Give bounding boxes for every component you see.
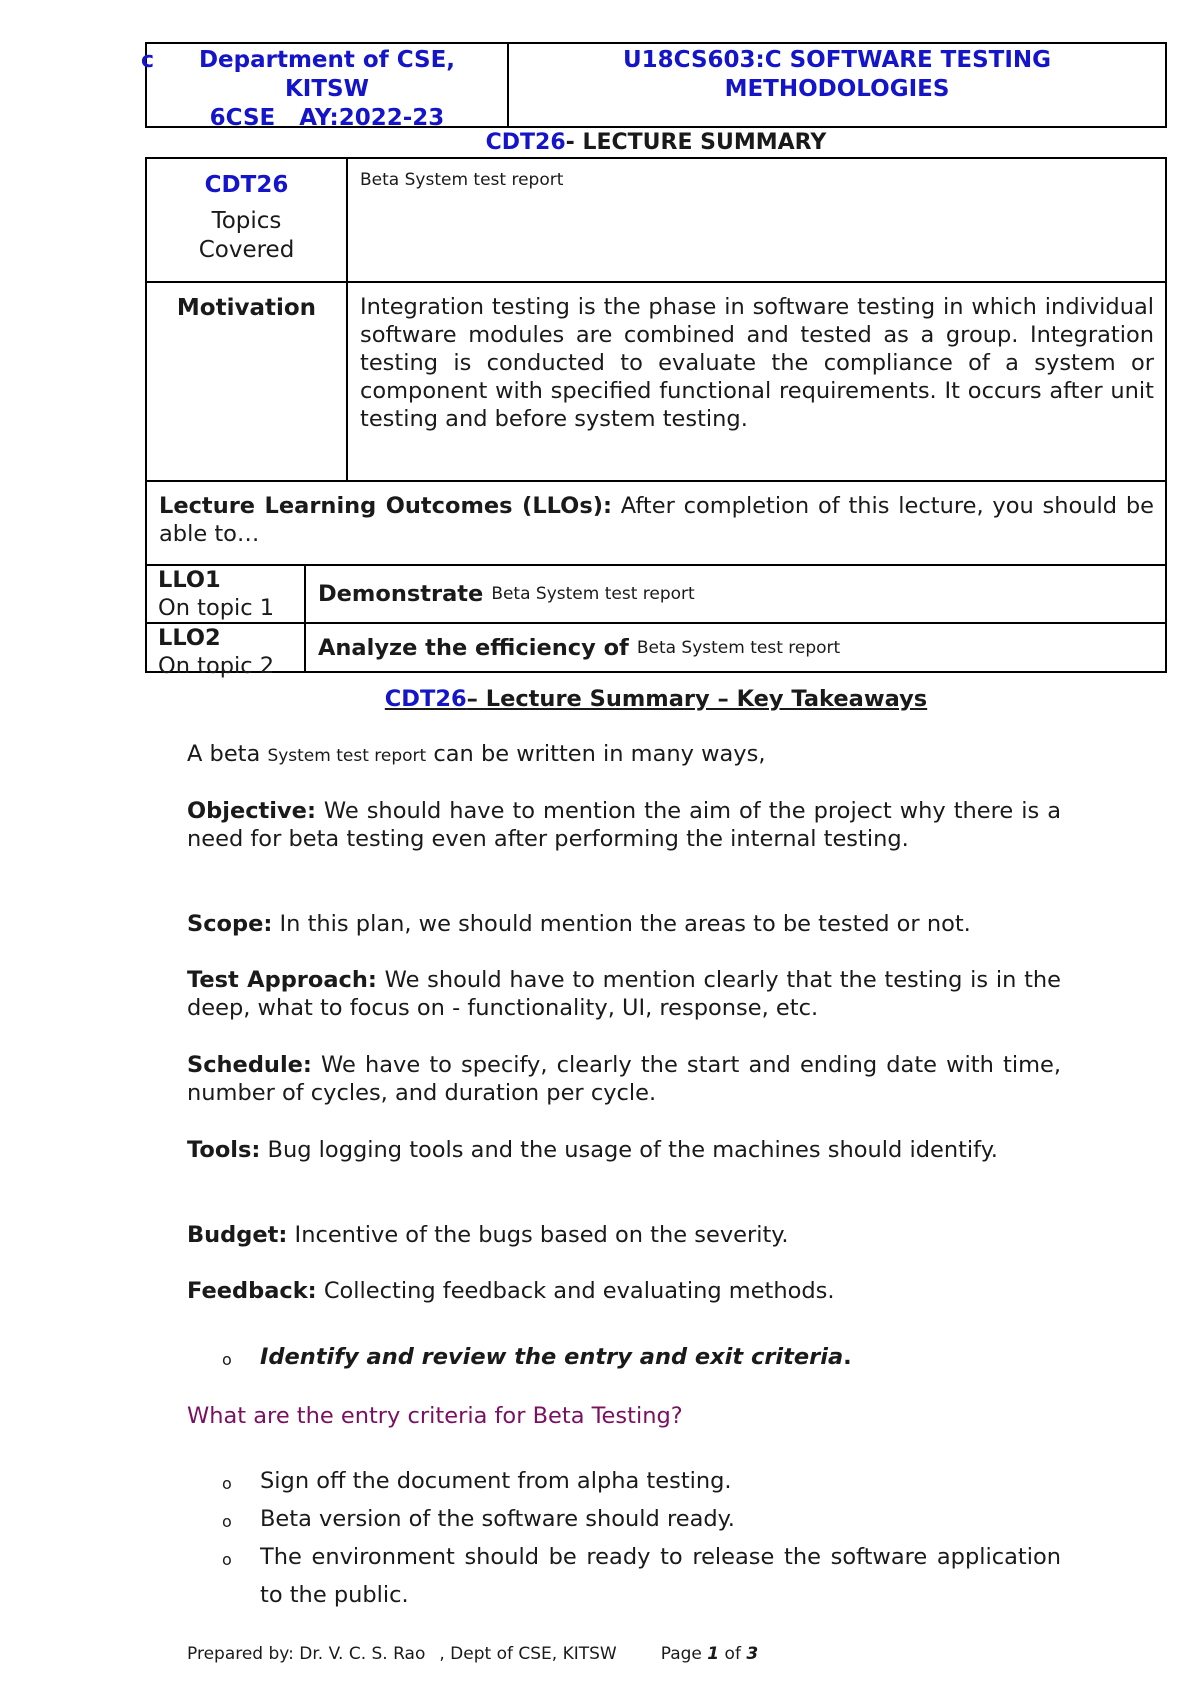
approach-label: Test Approach: bbox=[187, 967, 377, 993]
page-number: 1 bbox=[707, 1644, 720, 1664]
llo1-outcome bbox=[306, 566, 1165, 622]
topics-value: Beta System test report bbox=[360, 170, 564, 190]
tools-text: Bug logging tools and the usage of the machines should identify. bbox=[260, 1137, 998, 1163]
page-footer bbox=[187, 1644, 758, 1664]
objective-paragraph bbox=[187, 797, 1061, 853]
course-cell bbox=[509, 44, 1165, 126]
feedback-label: Feedback: bbox=[187, 1278, 317, 1304]
summary-code: CDT26 bbox=[485, 130, 566, 155]
objective-label: Objective: bbox=[187, 798, 316, 824]
feedback-text: Collecting feedback and evaluating methods. bbox=[316, 1278, 835, 1304]
scope-text: In this plan, we should mention the areas to be tested or not. bbox=[272, 911, 971, 937]
prepared-by: Prepared by: Dr. V. C. S. Rao bbox=[187, 1644, 426, 1664]
feedback-paragraph bbox=[187, 1277, 1061, 1305]
llo2-text: Beta System test report bbox=[636, 637, 841, 658]
bullet-icon: o bbox=[222, 1350, 232, 1369]
identify-period: . bbox=[843, 1344, 852, 1370]
institute-name: KITSW bbox=[284, 76, 369, 102]
llo-heading-row bbox=[147, 482, 1165, 566]
intro-part-a: A beta bbox=[187, 741, 268, 767]
budget-text: Incentive of the bugs based on the severity. bbox=[287, 1222, 789, 1248]
approach-paragraph bbox=[187, 966, 1061, 1022]
llo2-row bbox=[147, 624, 1165, 679]
list-item: Beta version of the software should ready. bbox=[260, 1506, 735, 1532]
footer-dept: , Dept of CSE, KITSW bbox=[439, 1644, 617, 1664]
course-title-line2: METHODOLOGIES bbox=[724, 76, 950, 102]
llo2-verb: Analyze the efficiency of bbox=[318, 634, 629, 661]
motivation-label: Motivation bbox=[147, 283, 348, 480]
key-takeaways-title bbox=[145, 686, 1167, 712]
topics-label-1: Topics bbox=[211, 208, 282, 234]
identify-criteria-text: Identify and review the entry and exit criteria bbox=[260, 1344, 844, 1370]
list-item: Sign off the document from alpha testing. bbox=[260, 1468, 732, 1494]
intro-part-b: System test report bbox=[267, 746, 427, 766]
course-title-line1: U18CS603:C SOFTWARE TESTING bbox=[622, 47, 1052, 73]
budget-paragraph bbox=[187, 1221, 1061, 1249]
intro-part-c: can be written in many ways, bbox=[426, 741, 766, 767]
summary-table bbox=[145, 157, 1167, 679]
header-mark: c bbox=[141, 48, 155, 73]
bullet-icon: o bbox=[222, 1474, 232, 1493]
motivation-text: Integration testing is the phase in software testing in which individual software modules are combined and tested as a group. Integration testing is conducted to evaluate the compliance of a system or component with specified functional requirements. It occurs after unit testing and before system testing. bbox=[360, 294, 1154, 432]
schedule-label: Schedule: bbox=[187, 1052, 312, 1078]
llo1-verb: Demonstrate bbox=[318, 581, 484, 607]
summary-label: - LECTURE SUMMARY bbox=[565, 130, 827, 155]
llo1-id: LLO1 bbox=[158, 567, 221, 593]
identify-criteria-line bbox=[260, 1338, 1061, 1376]
of-label: of bbox=[719, 1644, 747, 1664]
tools-paragraph bbox=[187, 1136, 1061, 1164]
topics-label-cell bbox=[147, 159, 348, 281]
schedule-text: We have to specify, clearly the start and ending date with time, number of cycles, and duration per cycle. bbox=[187, 1052, 1061, 1106]
lecture-summary-title bbox=[145, 130, 1167, 155]
llo1-id-cell bbox=[147, 566, 306, 622]
llo1-topic: On topic 1 bbox=[158, 595, 275, 621]
budget-label: Budget: bbox=[187, 1222, 288, 1248]
llo2-id: LLO2 bbox=[158, 625, 221, 651]
llo1-text: Beta System test report bbox=[491, 584, 695, 604]
takeaways-label: – Lecture Summary – Key Takeaways bbox=[466, 686, 928, 712]
department-name: Department of CSE, bbox=[198, 47, 456, 73]
scope-label: Scope: bbox=[187, 911, 273, 937]
llo-heading bbox=[147, 482, 1165, 548]
llo2-topic: On topic 2 bbox=[158, 653, 275, 679]
entry-criteria-question: What are the entry criteria for Beta Testing? bbox=[187, 1403, 683, 1429]
llo2-id-cell bbox=[147, 624, 306, 679]
takeaways-code: CDT26 bbox=[384, 686, 467, 712]
scope-paragraph bbox=[187, 910, 1061, 938]
schedule-paragraph bbox=[187, 1051, 1061, 1107]
page-label: Page bbox=[660, 1644, 708, 1664]
llo-heading-label: Lecture Learning Outcomes (LLOs): bbox=[159, 493, 612, 519]
topics-row bbox=[147, 159, 1165, 283]
document-header bbox=[141, 42, 1167, 131]
llo2-outcome bbox=[306, 624, 1165, 671]
bullet-icon: o bbox=[222, 1512, 232, 1531]
llo-heading-text: After completion of this lecture, you should be able to… bbox=[159, 493, 1155, 547]
motivation-row bbox=[147, 283, 1165, 482]
list-item: The environment should be ready to release the software application to the public. bbox=[260, 1544, 1061, 1608]
objective-text: We should have to mention the aim of the project why there is a need for beta testing even after performing the internal testing. bbox=[187, 798, 1061, 852]
topics-label-2: Covered bbox=[198, 237, 295, 263]
intro-paragraph bbox=[187, 740, 1061, 770]
tools-label: Tools: bbox=[187, 1137, 261, 1163]
department-cell bbox=[141, 44, 509, 131]
llo1-row bbox=[147, 566, 1165, 624]
bullet-icon: o bbox=[222, 1550, 232, 1569]
class-year: 6CSE AY:2022-23 bbox=[209, 105, 445, 131]
page-total: 3 bbox=[746, 1644, 759, 1664]
approach-text: We should have to mention clearly that the testing is in the deep, what to focus on - functionality, UI, response, etc. bbox=[187, 967, 1061, 1021]
topics-code: CDT26 bbox=[204, 172, 289, 198]
